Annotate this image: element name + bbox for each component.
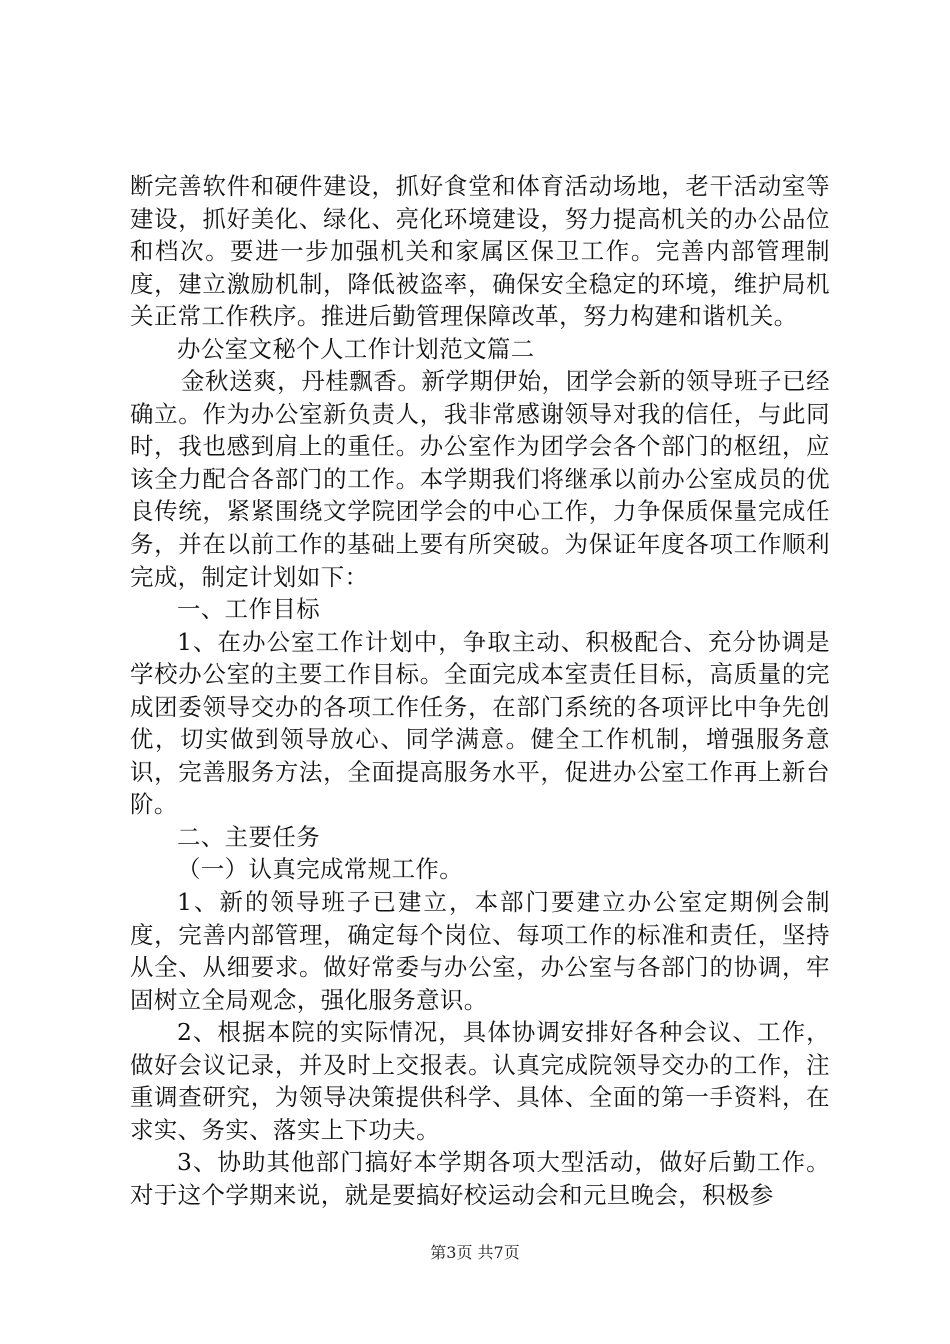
page-number-footer: 第3页 共7页 bbox=[430, 1243, 520, 1262]
heading-work-goals: 一、工作目标 bbox=[177, 595, 321, 624]
paragraph-1: 断完善软件和硬件建设，抓好食堂和体育活动场地，老干活动室等建设，抓好美化、绿化、亮化环境建设，努力提高机关的办公品位和档次。要进一步加强机关和家属区保卫工作。完善内部管理制度，建立激励机制，降低被盗率，确保安全稳定的环境，维护局机关正常工作秩序。推进后勤管理保障改革，努力构建和谐机关。 bbox=[130, 172, 830, 331]
paragraph-3: 1、在办公室工作计划中，争取主动、积极配合、充分协调是学校办公室的主要工作目标。全面完成本室责任目标，高质量的完成团委领导交办的各项工作任务，在部门系统的各项评比中争先创优，切实做到领导放心、同学满意。健全工作机制，增强服务意识，完善服务方法，全面提高服务水平，促进办公室工作再上新台阶。 bbox=[130, 627, 830, 819]
paragraph-5: 2、根据本院的实际情况，具体协调安排好各种会议、工作，做好会议记录，并及时上交报表。认真完成院领导交办的工作，注重调查研究，为领导决策提供科学、具体、全面的第一手资料，在求实、务实、落实上下功夫。 bbox=[130, 1018, 830, 1144]
paragraph-6: 3、协助其他部门搞好本学期各项大型活动，做好后勤工作。对于这个学期来说，就是要搞好校运动会和元旦晚会，积极参 bbox=[130, 1148, 830, 1209]
subheading-routine-work: （一）认真完成常规工作。 bbox=[177, 855, 464, 884]
section-title: 办公室文秘个人工作计划范文篇二 bbox=[177, 334, 535, 363]
document-body bbox=[130, 170, 830, 1212]
heading-main-tasks: 二、主要任务 bbox=[177, 822, 321, 851]
paragraph-2: 金秋送爽，丹桂飘香。新学期伊始，团学会新的领导班子已经确立。作为办公室新负责人，我非常感谢领导对我的信任，与此同时，我也感到肩上的重任。办公室作为团学会各个部门的枢纽，应该全力配合各部门的工作。本学期我们将继承以前办公室成员的优良传统，紧紧围绕文学院团学会的中心工作，力争保质保量完成任务，并在以前工作的基础上要有所突破。为保证年度各项工作顺利完成，制定计划如下： bbox=[130, 367, 830, 591]
paragraph-4: 1、新的领导班子已建立，本部门要建立办公室定期例会制度，完善内部管理，确定每个岗位、每项工作的标准和责任，坚持从全、从细要求。做好常委与办公室，办公室与各部门的协调，牢固树立全局观念，强化服务意识。 bbox=[130, 888, 830, 1014]
